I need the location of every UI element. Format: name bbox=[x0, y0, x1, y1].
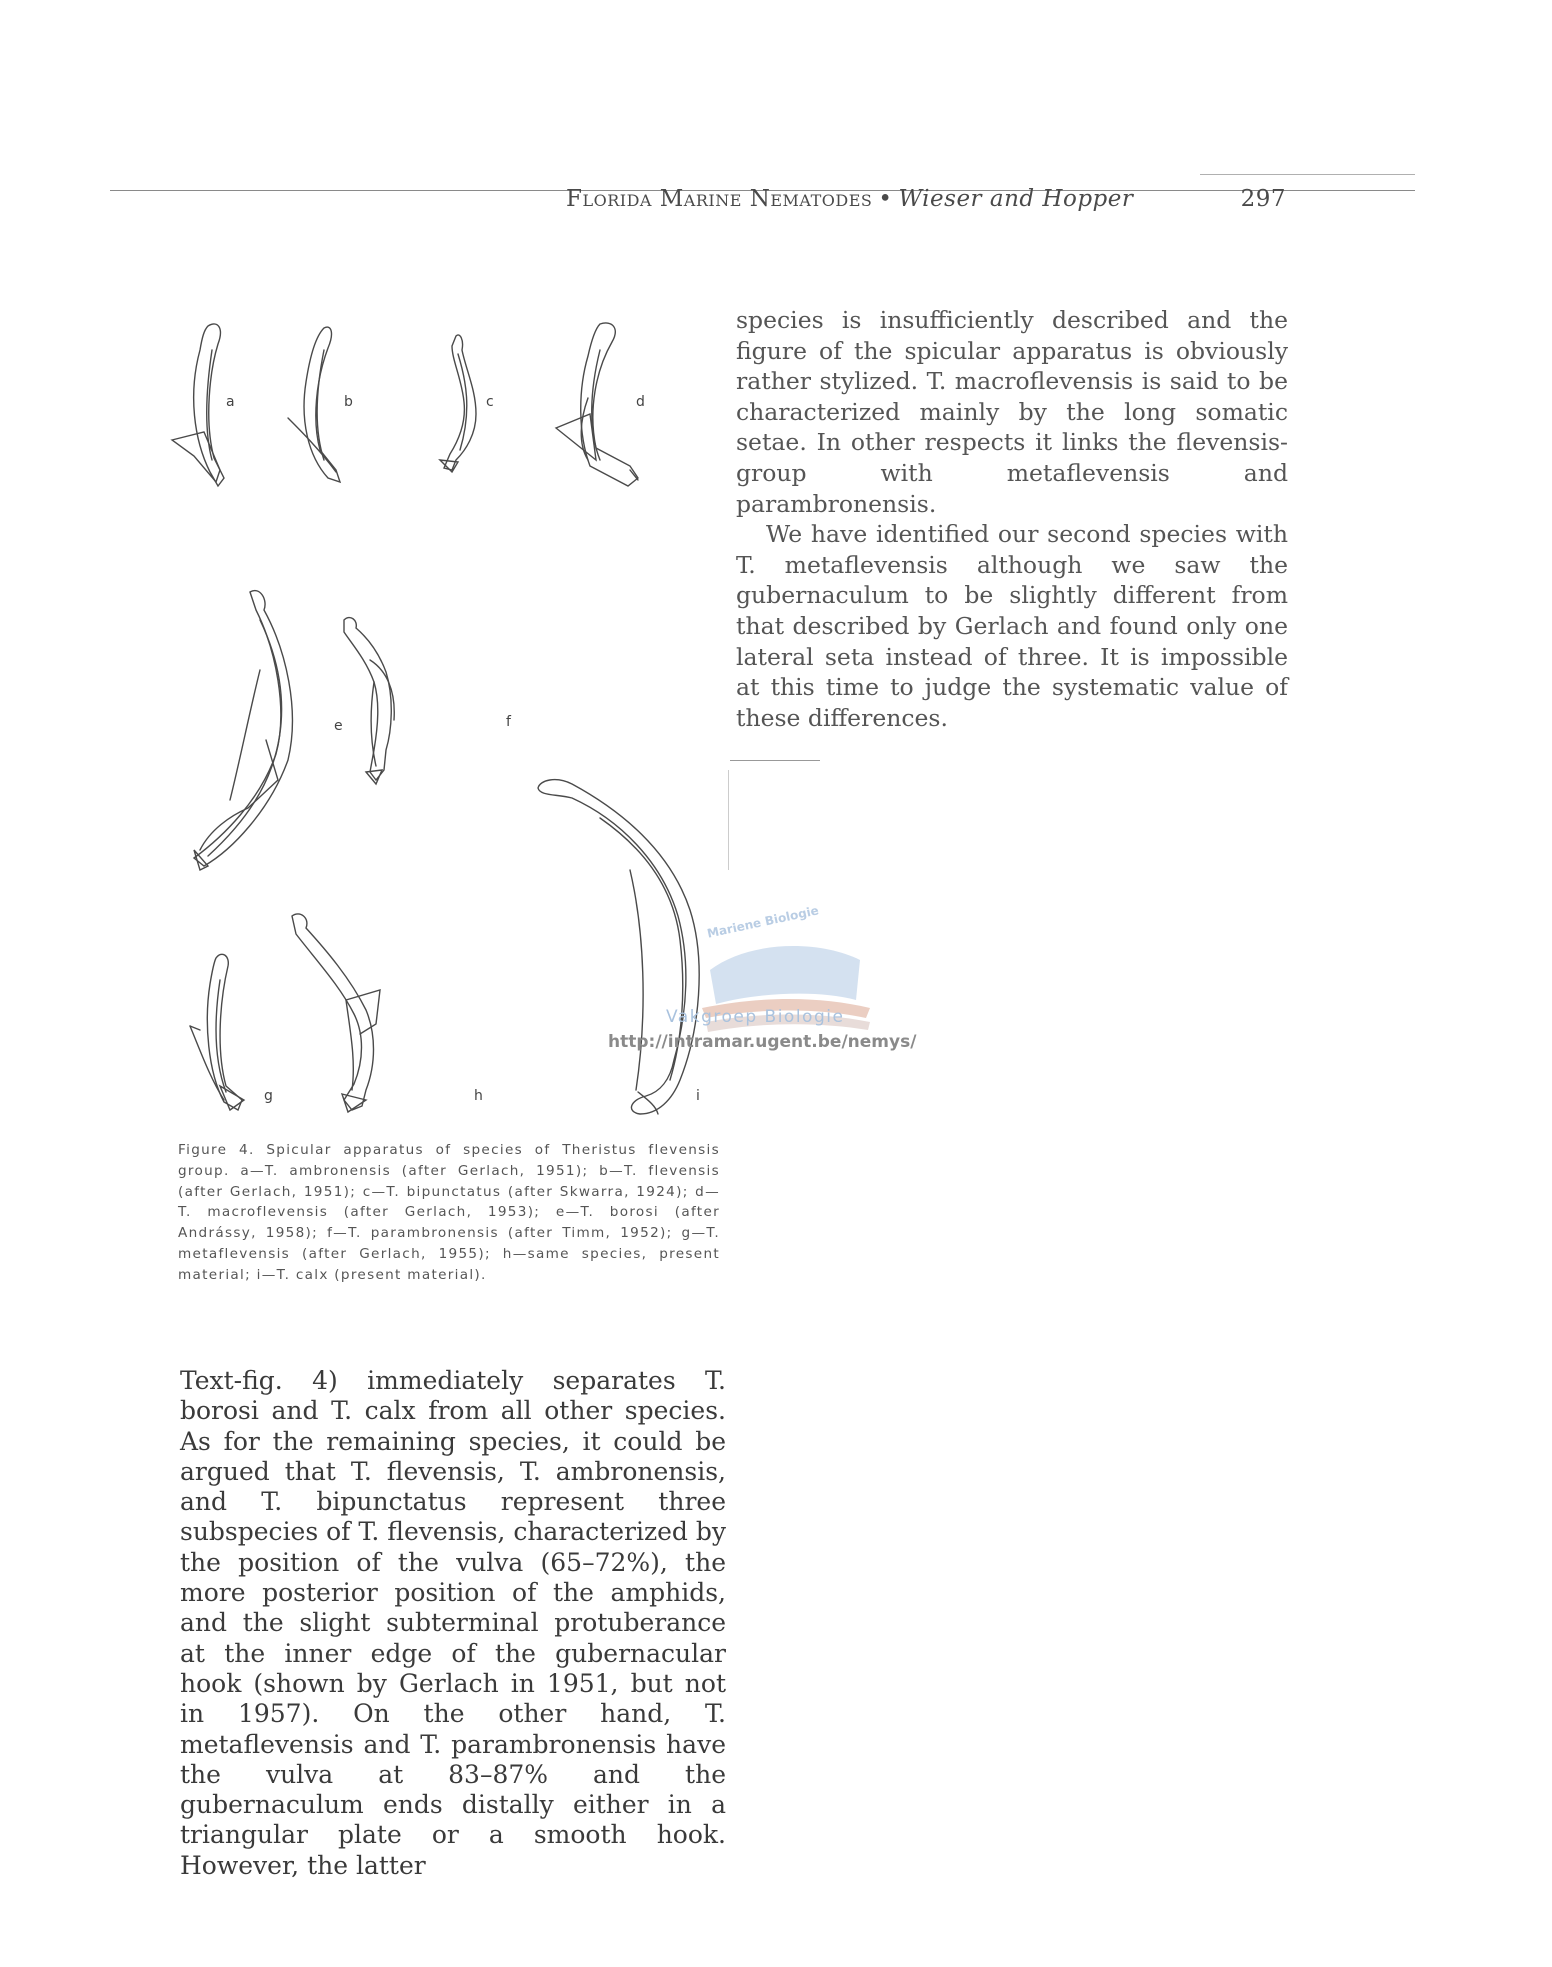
figure-label-h: h bbox=[474, 1088, 483, 1104]
right-column bbox=[736, 305, 1288, 733]
authors: Wieser and Hopper bbox=[898, 186, 1134, 212]
spicule-d bbox=[556, 323, 638, 486]
left-paragraph: Text-fig. 4) immediately separates T. borosi and T. calx from all other species. As for the remaining species, it could be argued that T. flevensis, T. ambronensis, and T. bipunctatus represent three subspecies of T. flevensis, characterized by the position of the vulva (65–72%), the more posterior position of the amphids, and the slight subterminal protuberance at the inner edge of the gubernacular hook (shown by Gerlach in 1951, but not in 1957). On the other hand, T. metaflevensis and T. parambronensis have the vulva at 83–87% and the gubernaculum ends distally either in a triangular plate or a smooth hook. However, the latter bbox=[180, 1366, 727, 1880]
spicule-b bbox=[288, 327, 340, 482]
margin-mark bbox=[728, 770, 729, 870]
figure-label-i: i bbox=[696, 1088, 700, 1104]
watermark-subtitle: Vakgroep Biologie bbox=[666, 1007, 845, 1027]
watermark-arc-text: Mariene Biologie bbox=[705, 903, 820, 941]
column-end-rule bbox=[730, 760, 820, 761]
spicule-g bbox=[190, 954, 244, 1110]
header-rule-right bbox=[1200, 174, 1415, 175]
header-separator: • bbox=[878, 186, 893, 212]
figure-caption: Figure 4. Spicular apparatus of species of Theristus flevensis group. a—T. ambronensis (after Gerlach, 1951); b—T. flevensis (after Gerlach, 1951); c—T. bipunctatus (after Skwarra, 1924); d—T. macroflevensis (after Gerlach, 1953); e—T. borosi (after Andrássy, 1958); f—T. parambronensis (after Timm, 1952); g—T. metaflevensis (after Gerlach, 1955); h—same species, present material; i—T. calx (present material). bbox=[178, 1142, 720, 1283]
figure-label-e: e bbox=[334, 718, 343, 734]
figure-label-c: c bbox=[486, 394, 494, 410]
right-paragraph-1: species is insufficiently described and the figure of the spicular apparatus is obviously rather stylized. T. macroflevensis is said to be characterized mainly by the long somatic setae. In other respects it links the flevensis-group with metaflevensis and parambronensis. bbox=[736, 306, 1288, 518]
journal-title: Florida Marine Nematodes bbox=[566, 186, 873, 212]
figure-label-f: f bbox=[506, 714, 511, 730]
watermark-url: http://intramar.ugent.be/nemys/ bbox=[608, 1032, 917, 1052]
spicule-e bbox=[194, 591, 292, 870]
figure-label-a: a bbox=[226, 394, 235, 410]
spicule-h bbox=[292, 914, 380, 1112]
figure-label-g: g bbox=[264, 1088, 273, 1104]
spicule-a bbox=[172, 324, 224, 486]
watermark-logo-graphic bbox=[620, 900, 950, 1080]
page-number: 297 bbox=[1240, 186, 1286, 212]
running-header bbox=[566, 186, 1286, 222]
spicule-c bbox=[440, 335, 476, 472]
spicule-f bbox=[344, 618, 394, 784]
left-column bbox=[180, 1366, 726, 1881]
figure-label-d: d bbox=[636, 394, 645, 410]
right-paragraph-2: We have identified our second species with T. metaflevensis although we saw the gubernaculum to be slightly different from that described by Gerlach and found only one lateral seta instead of three. It is impossible at this time to judge the systematic value of these differences. bbox=[736, 520, 1288, 732]
figure-label-b: b bbox=[344, 394, 353, 410]
